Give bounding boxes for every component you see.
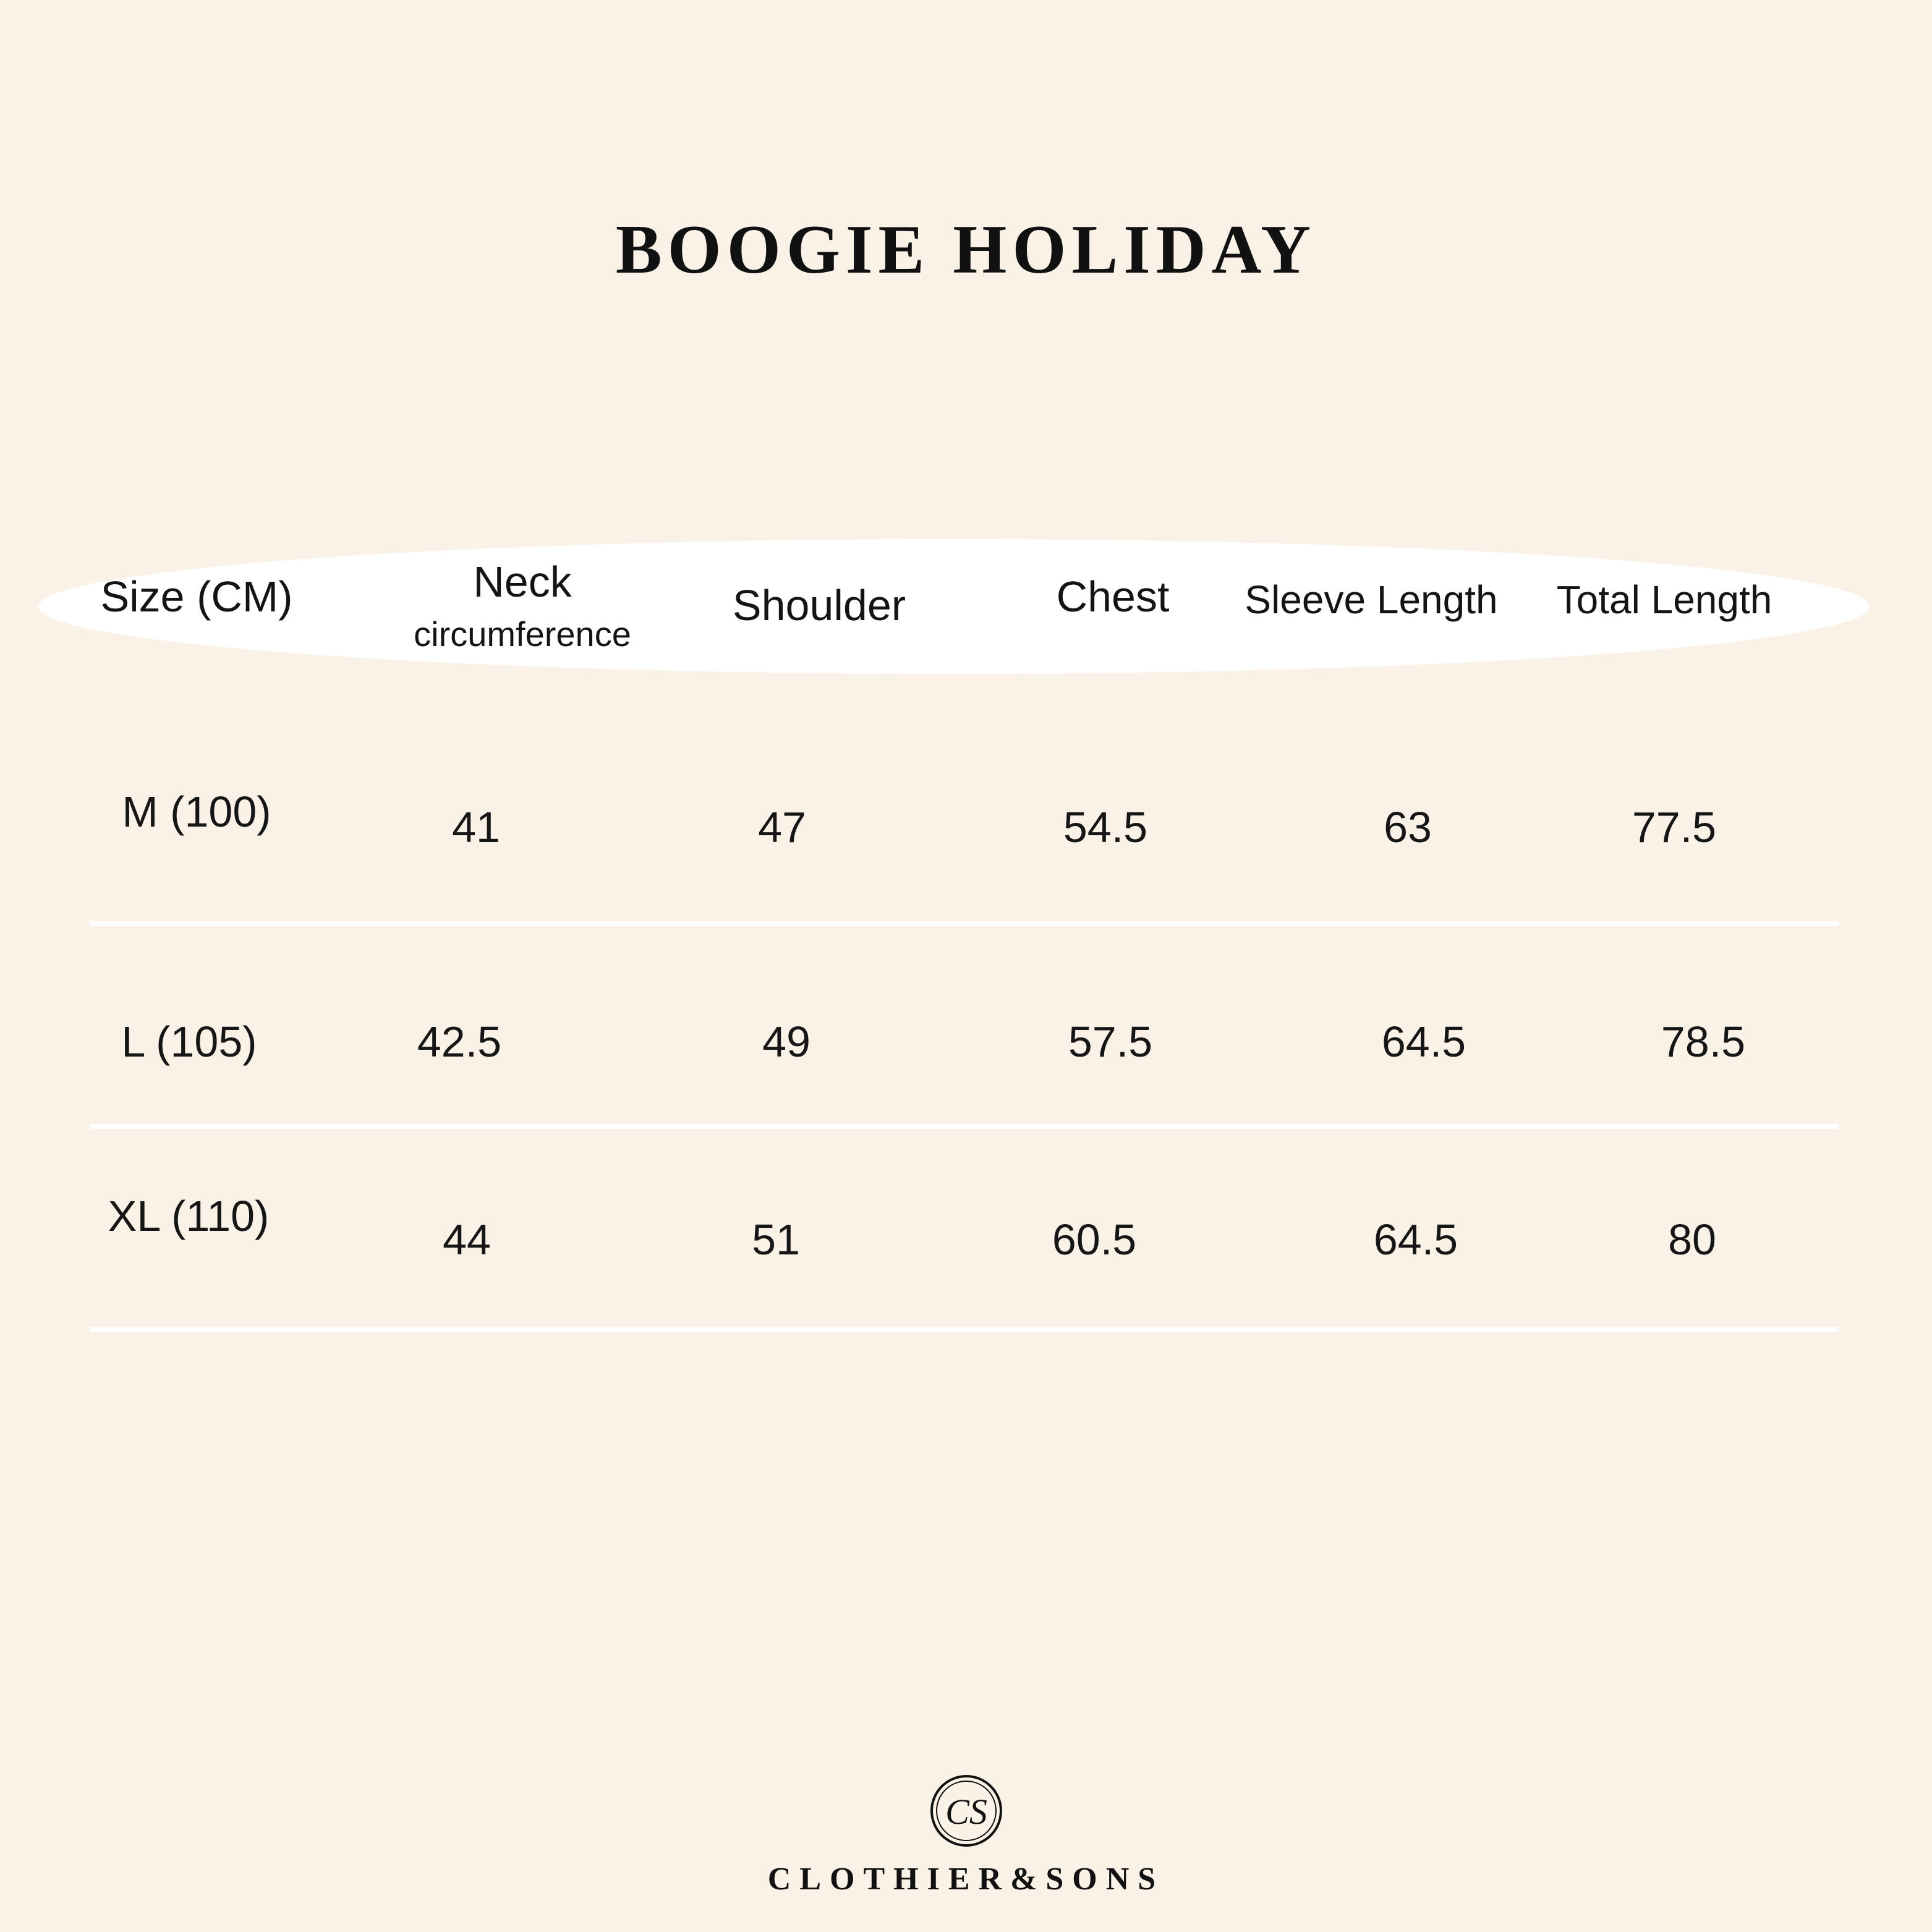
header-neck	[414, 560, 631, 652]
row-divider	[90, 1327, 1839, 1332]
header-sleeve-length: Sleeve Length	[1245, 577, 1498, 622]
header-size: Size (CM)	[100, 572, 293, 621]
cell-chest: 60.5	[1052, 1215, 1137, 1264]
header-chest: Chest	[1056, 572, 1170, 621]
cell-chest: 57.5	[1068, 1018, 1153, 1066]
cell-neck: 42.5	[417, 1018, 502, 1066]
row-divider	[90, 921, 1839, 926]
cell-size: M (100)	[122, 788, 271, 836]
cell-total: 78.5	[1661, 1018, 1746, 1066]
cell-shoulder: 49	[762, 1018, 811, 1066]
header-neck-label: Neck	[473, 558, 572, 606]
header-shoulder: Shoulder	[732, 581, 906, 629]
cell-total: 80	[1668, 1215, 1716, 1264]
header-total-length: Total Length	[1556, 577, 1772, 622]
cell-size: XL (110)	[108, 1192, 270, 1240]
header-neck-sublabel: circumference	[414, 615, 631, 653]
cell-sleeve: 64.5	[1373, 1215, 1458, 1264]
cell-sleeve: 63	[1384, 803, 1432, 851]
cell-sleeve: 64.5	[1381, 1018, 1466, 1066]
monogram-icon	[929, 1773, 1004, 1849]
page-title: BOOGIE HOLIDAY	[615, 211, 1317, 288]
cell-chest: 54.5	[1063, 803, 1148, 851]
cell-total: 77.5	[1632, 803, 1717, 851]
monogram-letters: CS	[945, 1792, 987, 1832]
cell-shoulder: 47	[758, 803, 806, 851]
cell-shoulder: 51	[752, 1215, 800, 1264]
brand-logo	[0, 1773, 1932, 1852]
cell-neck: 44	[443, 1215, 491, 1264]
cell-neck: 41	[452, 803, 500, 851]
brand-name: CLOTHIER&SONS	[767, 1862, 1165, 1897]
row-divider	[90, 1124, 1839, 1129]
cell-size: L (105)	[121, 1018, 257, 1066]
